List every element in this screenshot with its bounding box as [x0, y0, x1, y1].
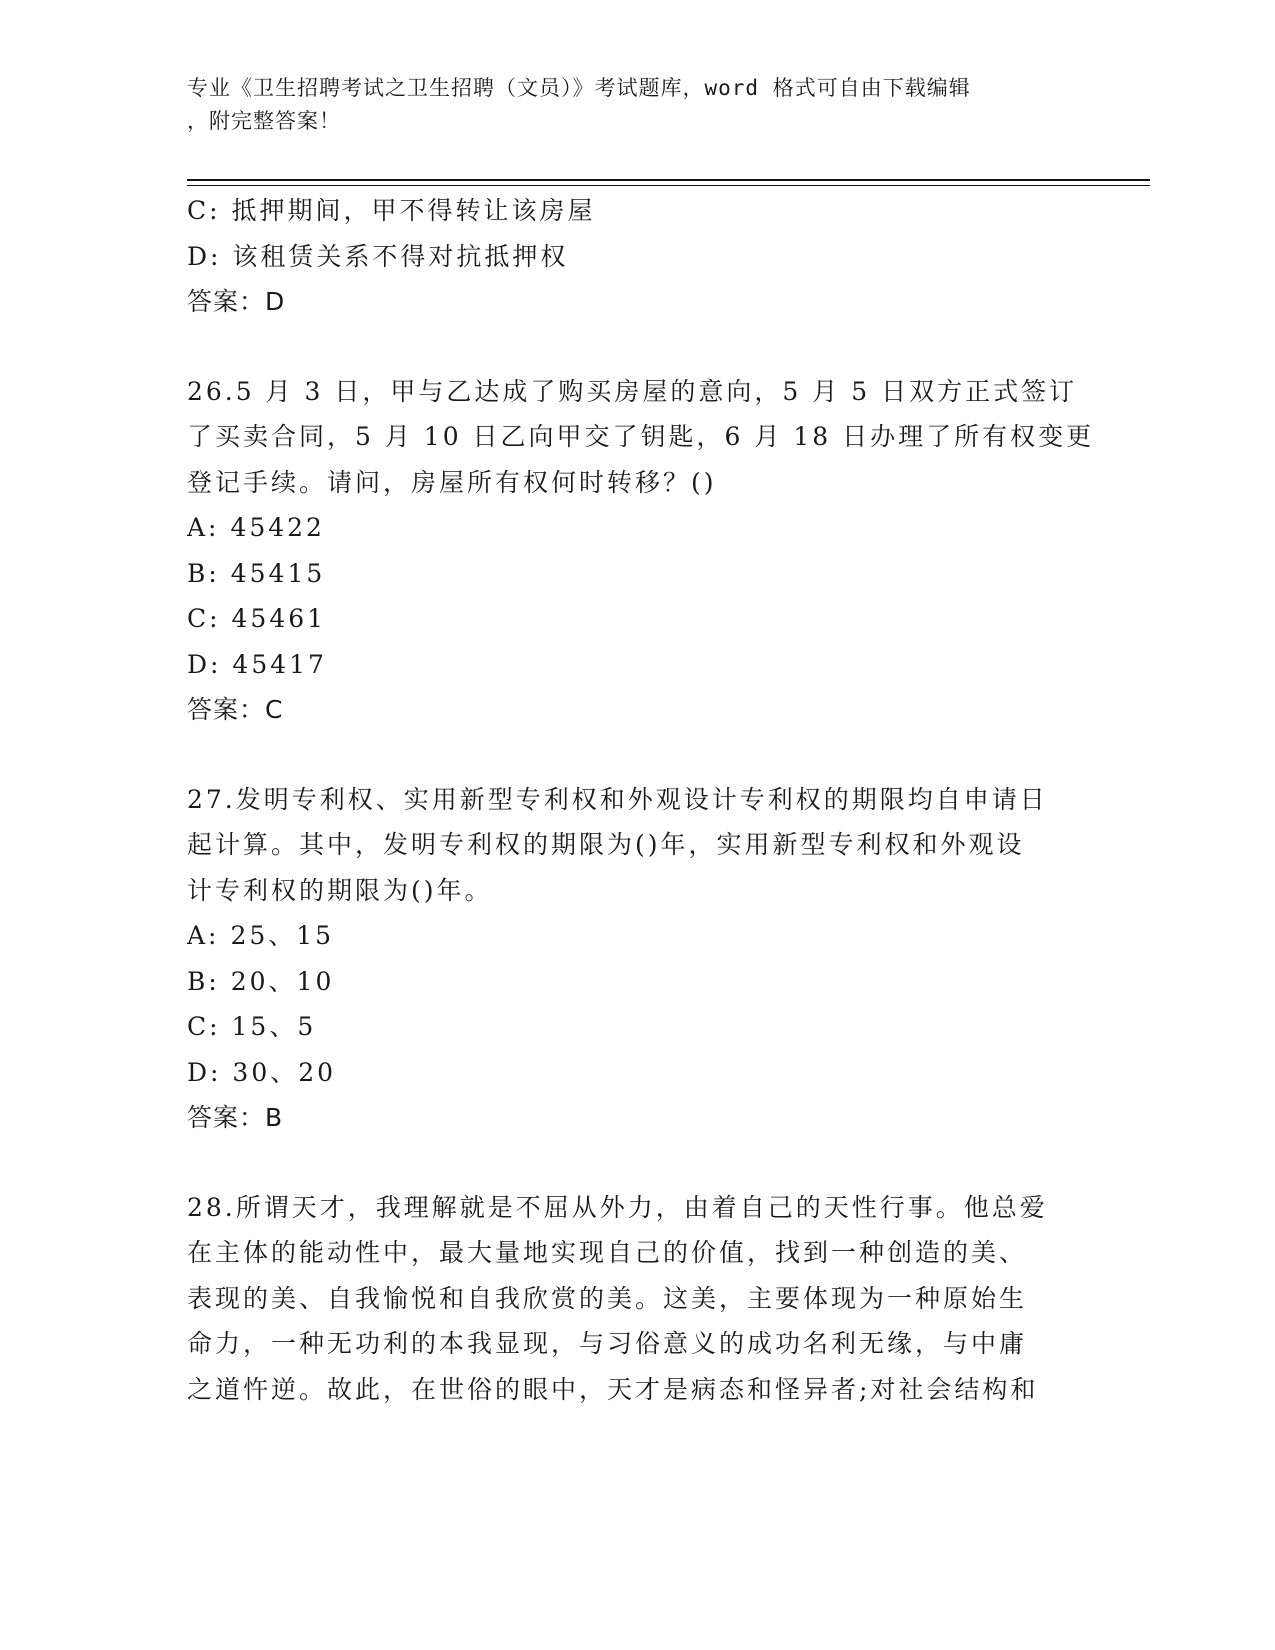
header-rule-thick: [187, 179, 1150, 181]
option-text: 45415: [230, 558, 326, 588]
question-line: 命力，一种无功利的本我显现，与习俗意义的成功名利无缘，与中庸: [187, 1329, 1028, 1358]
question-text: [187, 1185, 1087, 1413]
header-line-2: ，附完整答案！: [187, 109, 341, 133]
option-c: [187, 188, 1087, 234]
answer: 答案：D: [187, 287, 286, 316]
option-label: D:: [187, 1057, 222, 1087]
question-line: 起计算。其中，发明专利权的期限为()年，实用新型专利权和外观设: [187, 830, 1025, 859]
option-text: 30、20: [232, 1057, 337, 1087]
question-line: 之道忤逆。故此，在世俗的眼中，天才是病态和怪异者;对社会结构和: [187, 1374, 1039, 1404]
option-d: [187, 1050, 1087, 1096]
option-label: D:: [187, 649, 222, 679]
option-label: C:: [187, 1012, 221, 1041]
option-text: 45461: [231, 604, 327, 633]
question-line: 了买卖合同，5 月 10 日乙向甲交了钥匙，6 月 18 日办理了所有权变更: [187, 422, 1095, 451]
question-text: [187, 777, 1087, 914]
option-label: A:: [187, 513, 220, 542]
question-line: 登记手续。请问，房屋所有权何时转移？(): [187, 467, 717, 497]
option-text: 抵押期间，甲不得转让该房屋: [231, 196, 596, 225]
header-rule-thin: [187, 185, 1150, 186]
option-c: [187, 1004, 1087, 1050]
answer: 答案：B: [187, 1103, 284, 1132]
option-text: 该租赁关系不得对抗抵押权: [232, 241, 569, 271]
question-28: [187, 1185, 1087, 1413]
option-a: [187, 913, 1087, 959]
option-a: [187, 505, 1087, 551]
option-label: A:: [187, 921, 220, 950]
option-label: D:: [187, 241, 222, 271]
question-27: [187, 777, 1087, 1141]
question-line: 表现的美、自我愉悦和自我欣赏的美。这美，主要体现为一种原始生: [187, 1283, 1028, 1313]
option-label: B:: [187, 558, 220, 588]
question-line: 26.5 月 3 日，甲与乙达成了购买房屋的意向，5 月 5 日双方正式签订: [187, 376, 1078, 406]
option-c: [187, 596, 1087, 642]
spacer: [187, 1141, 1087, 1185]
spacer: [187, 733, 1087, 777]
question-text: [187, 369, 1095, 506]
option-label: C:: [187, 196, 221, 225]
option-text: 20、10: [230, 966, 335, 996]
option-text: 25、15: [230, 921, 335, 950]
document-body: [187, 188, 1095, 1412]
option-d: [187, 234, 1087, 280]
option-text: 45417: [232, 649, 327, 679]
question-line: 27.发明专利权、实用新型专利权和外观设计专利权的期限均自申请日: [187, 784, 1048, 814]
option-text: 15、5: [231, 1012, 317, 1041]
document-header: [187, 72, 1067, 138]
question-line: 计专利权的期限为()年。: [187, 875, 493, 905]
option-text: 45422: [230, 513, 325, 542]
spacer: [187, 325, 1087, 369]
header-line-1: 专业《卫生招聘考试之卫生招聘（文员）》考试题库，word 格式可自由下载编辑: [187, 76, 971, 100]
answer: 答案：C: [187, 695, 284, 724]
option-d: [187, 642, 1087, 688]
question-26: [187, 369, 1095, 733]
option-label: B:: [187, 966, 220, 996]
option-b: [187, 959, 1087, 1005]
question-line: 在主体的能动性中，最大量地实现自己的价值，找到一种创造的美、: [187, 1238, 1028, 1267]
prev-question: [187, 188, 1087, 325]
option-b: [187, 551, 1087, 597]
option-label: C:: [187, 604, 221, 633]
question-line: 28.所谓天才，我理解就是不屈从外力，由着自己的天性行事。他总爱: [187, 1192, 1048, 1222]
